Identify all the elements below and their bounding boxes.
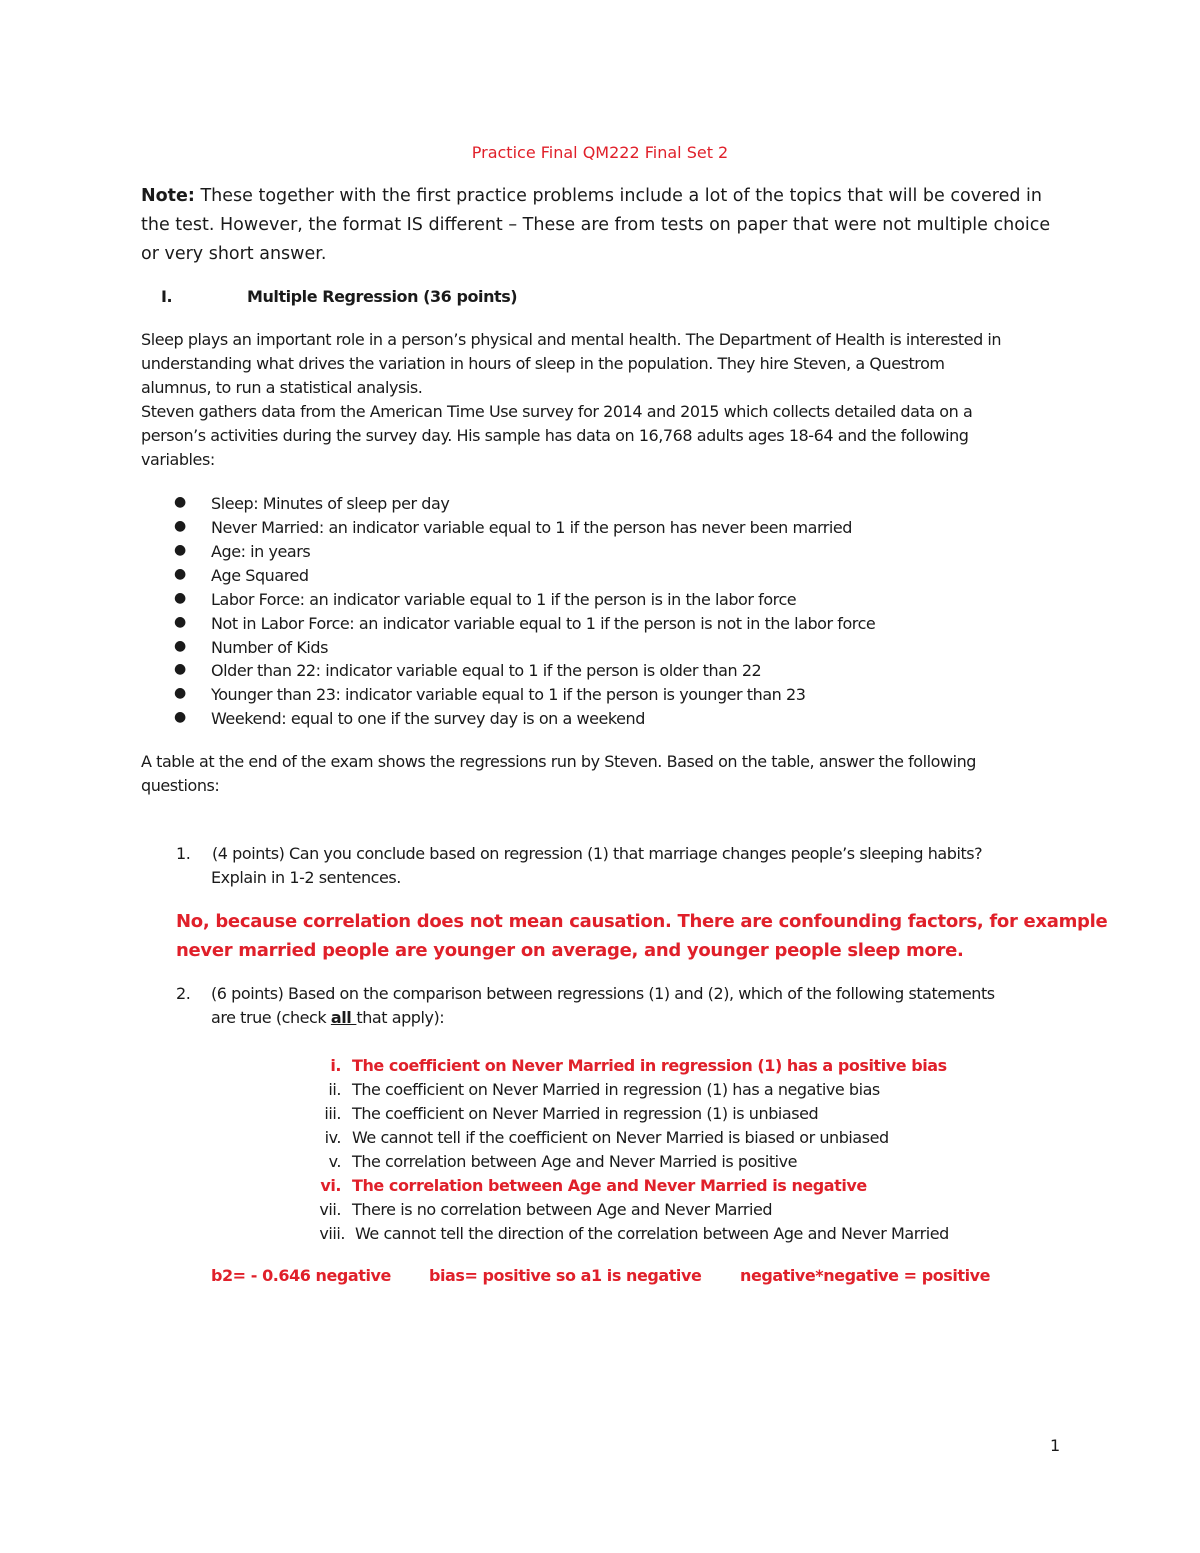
option-number: viii. <box>319 1224 345 1243</box>
list-item: Sleep: Minutes of sleep per day <box>211 494 450 513</box>
option-number: iv. <box>324 1128 341 1147</box>
bullet-icon: ● <box>174 614 186 630</box>
bullet-icon: ● <box>174 661 186 677</box>
table-intro-line-1: A table at the end of the exam shows the regressions run by Steven. Based on the table, answer the following <box>141 752 976 771</box>
option-number: v. <box>328 1152 341 1171</box>
list-item: Weekend: equal to one if the survey day is on a weekend <box>211 709 645 728</box>
intro-line-3: alumnus, to run a statistical analysis. <box>141 378 423 397</box>
page-number: 1 <box>1050 1436 1060 1455</box>
option-text: The coefficient on Never Married in regression (1) is unbiased <box>352 1104 819 1123</box>
option-number: ii. <box>328 1080 341 1099</box>
option-text: We cannot tell the direction of the correlation between Age and Never Married <box>355 1224 949 1243</box>
option-text: We cannot tell if the coefficient on Never Married is biased or unbiased <box>352 1128 889 1147</box>
question-2-line-2-pre: are true (check <box>211 1008 331 1027</box>
list-item: Older than 22: indicator variable equal to 1 if the person is older than 22 <box>211 661 762 680</box>
option-text: The correlation between Age and Never Married is negative <box>352 1176 867 1195</box>
question-2-line-2 <box>211 1008 444 1027</box>
table-intro-line-2: questions: <box>141 776 220 795</box>
work-product: negative*negative = positive <box>740 1266 990 1285</box>
option-number: iii. <box>324 1104 341 1123</box>
answer-1-line-1: No, because correlation does not mean causation. There are confounding factors, for example <box>176 911 1108 932</box>
list-item: Labor Force: an indicator variable equal to 1 if the person is in the labor force <box>211 590 797 609</box>
note-line-3: or very short answer. <box>141 244 327 264</box>
bullet-icon: ● <box>174 709 186 725</box>
note-label: Note: <box>141 186 195 206</box>
bullet-icon: ● <box>174 566 186 582</box>
section-heading: Multiple Regression (36 points) <box>247 287 518 306</box>
list-item: Never Married: an indicator variable equal to 1 if the person has never been married <box>211 518 853 537</box>
question-1-number: 1. <box>176 844 191 863</box>
option-number: vii. <box>319 1200 341 1219</box>
question-2-line-2-post: that apply): <box>356 1008 445 1027</box>
question-2-line-1: (6 points) Based on the comparison between regressions (1) and (2), which of the following statements <box>211 984 995 1003</box>
bullet-icon: ● <box>174 590 186 606</box>
section-number: I. <box>161 287 173 306</box>
option-text: The coefficient on Never Married in regression (1) has a negative bias <box>352 1080 880 1099</box>
question-2-emphasis: all <box>330 1008 357 1027</box>
list-item: Age Squared <box>211 566 309 585</box>
question-1-line-1: (4 points) Can you conclude based on regression (1) that marriage changes people’s sleeping habits? <box>212 844 983 863</box>
bullet-icon: ● <box>174 518 186 534</box>
option-number: vi. <box>320 1176 341 1195</box>
option-text: There is no correlation between Age and Never Married <box>352 1200 773 1219</box>
note-line-1 <box>141 186 1042 206</box>
list-item: Age: in years <box>211 542 311 561</box>
intro-line-1: Sleep plays an important role in a person’s physical and mental health. The Department of Health is interested in <box>141 330 1002 349</box>
option-text: The correlation between Age and Never Married is positive <box>352 1152 798 1171</box>
bullet-icon: ● <box>174 638 186 654</box>
answer-1-line-2: never married people are younger on average, and younger people sleep more. <box>176 940 964 961</box>
note-line-1-text: These together with the first practice problems include a lot of the topics that will be covered in <box>194 186 1042 206</box>
list-item: Younger than 23: indicator variable equal to 1 if the person is younger than 23 <box>211 685 806 704</box>
bullet-icon: ● <box>174 685 186 701</box>
list-item: Number of Kids <box>211 638 328 657</box>
work-bias: bias= positive so a1 is negative <box>429 1266 702 1285</box>
list-item: Not in Labor Force: an indicator variable equal to 1 if the person is not in the labor force <box>211 614 876 633</box>
intro-line-6: variables: <box>141 450 215 469</box>
question-1-line-2: Explain in 1-2 sentences. <box>211 868 401 887</box>
intro-line-2: understanding what drives the variation in hours of sleep in the population. They hire Steven, a Questrom <box>141 354 945 373</box>
page-title: Practice Final QM222 Final Set 2 <box>471 143 729 162</box>
intro-line-5: person’s activities during the survey day. His sample has data on 16,768 adults ages 18-64 and the following <box>141 426 969 445</box>
note-line-2: the test. However, the format IS different – These are from tests on paper that were not multiple choice <box>141 215 1051 235</box>
bullet-icon: ● <box>174 542 186 558</box>
bullet-icon: ● <box>174 494 186 510</box>
option-number: i. <box>330 1056 341 1075</box>
work-b2: b2= - 0.646 negative <box>211 1266 391 1285</box>
option-text: The coefficient on Never Married in regression (1) has a positive bias <box>352 1056 947 1075</box>
intro-line-4: Steven gathers data from the American Time Use survey for 2014 and 2015 which collects detailed data on a <box>141 402 973 421</box>
question-2-number: 2. <box>176 984 191 1003</box>
